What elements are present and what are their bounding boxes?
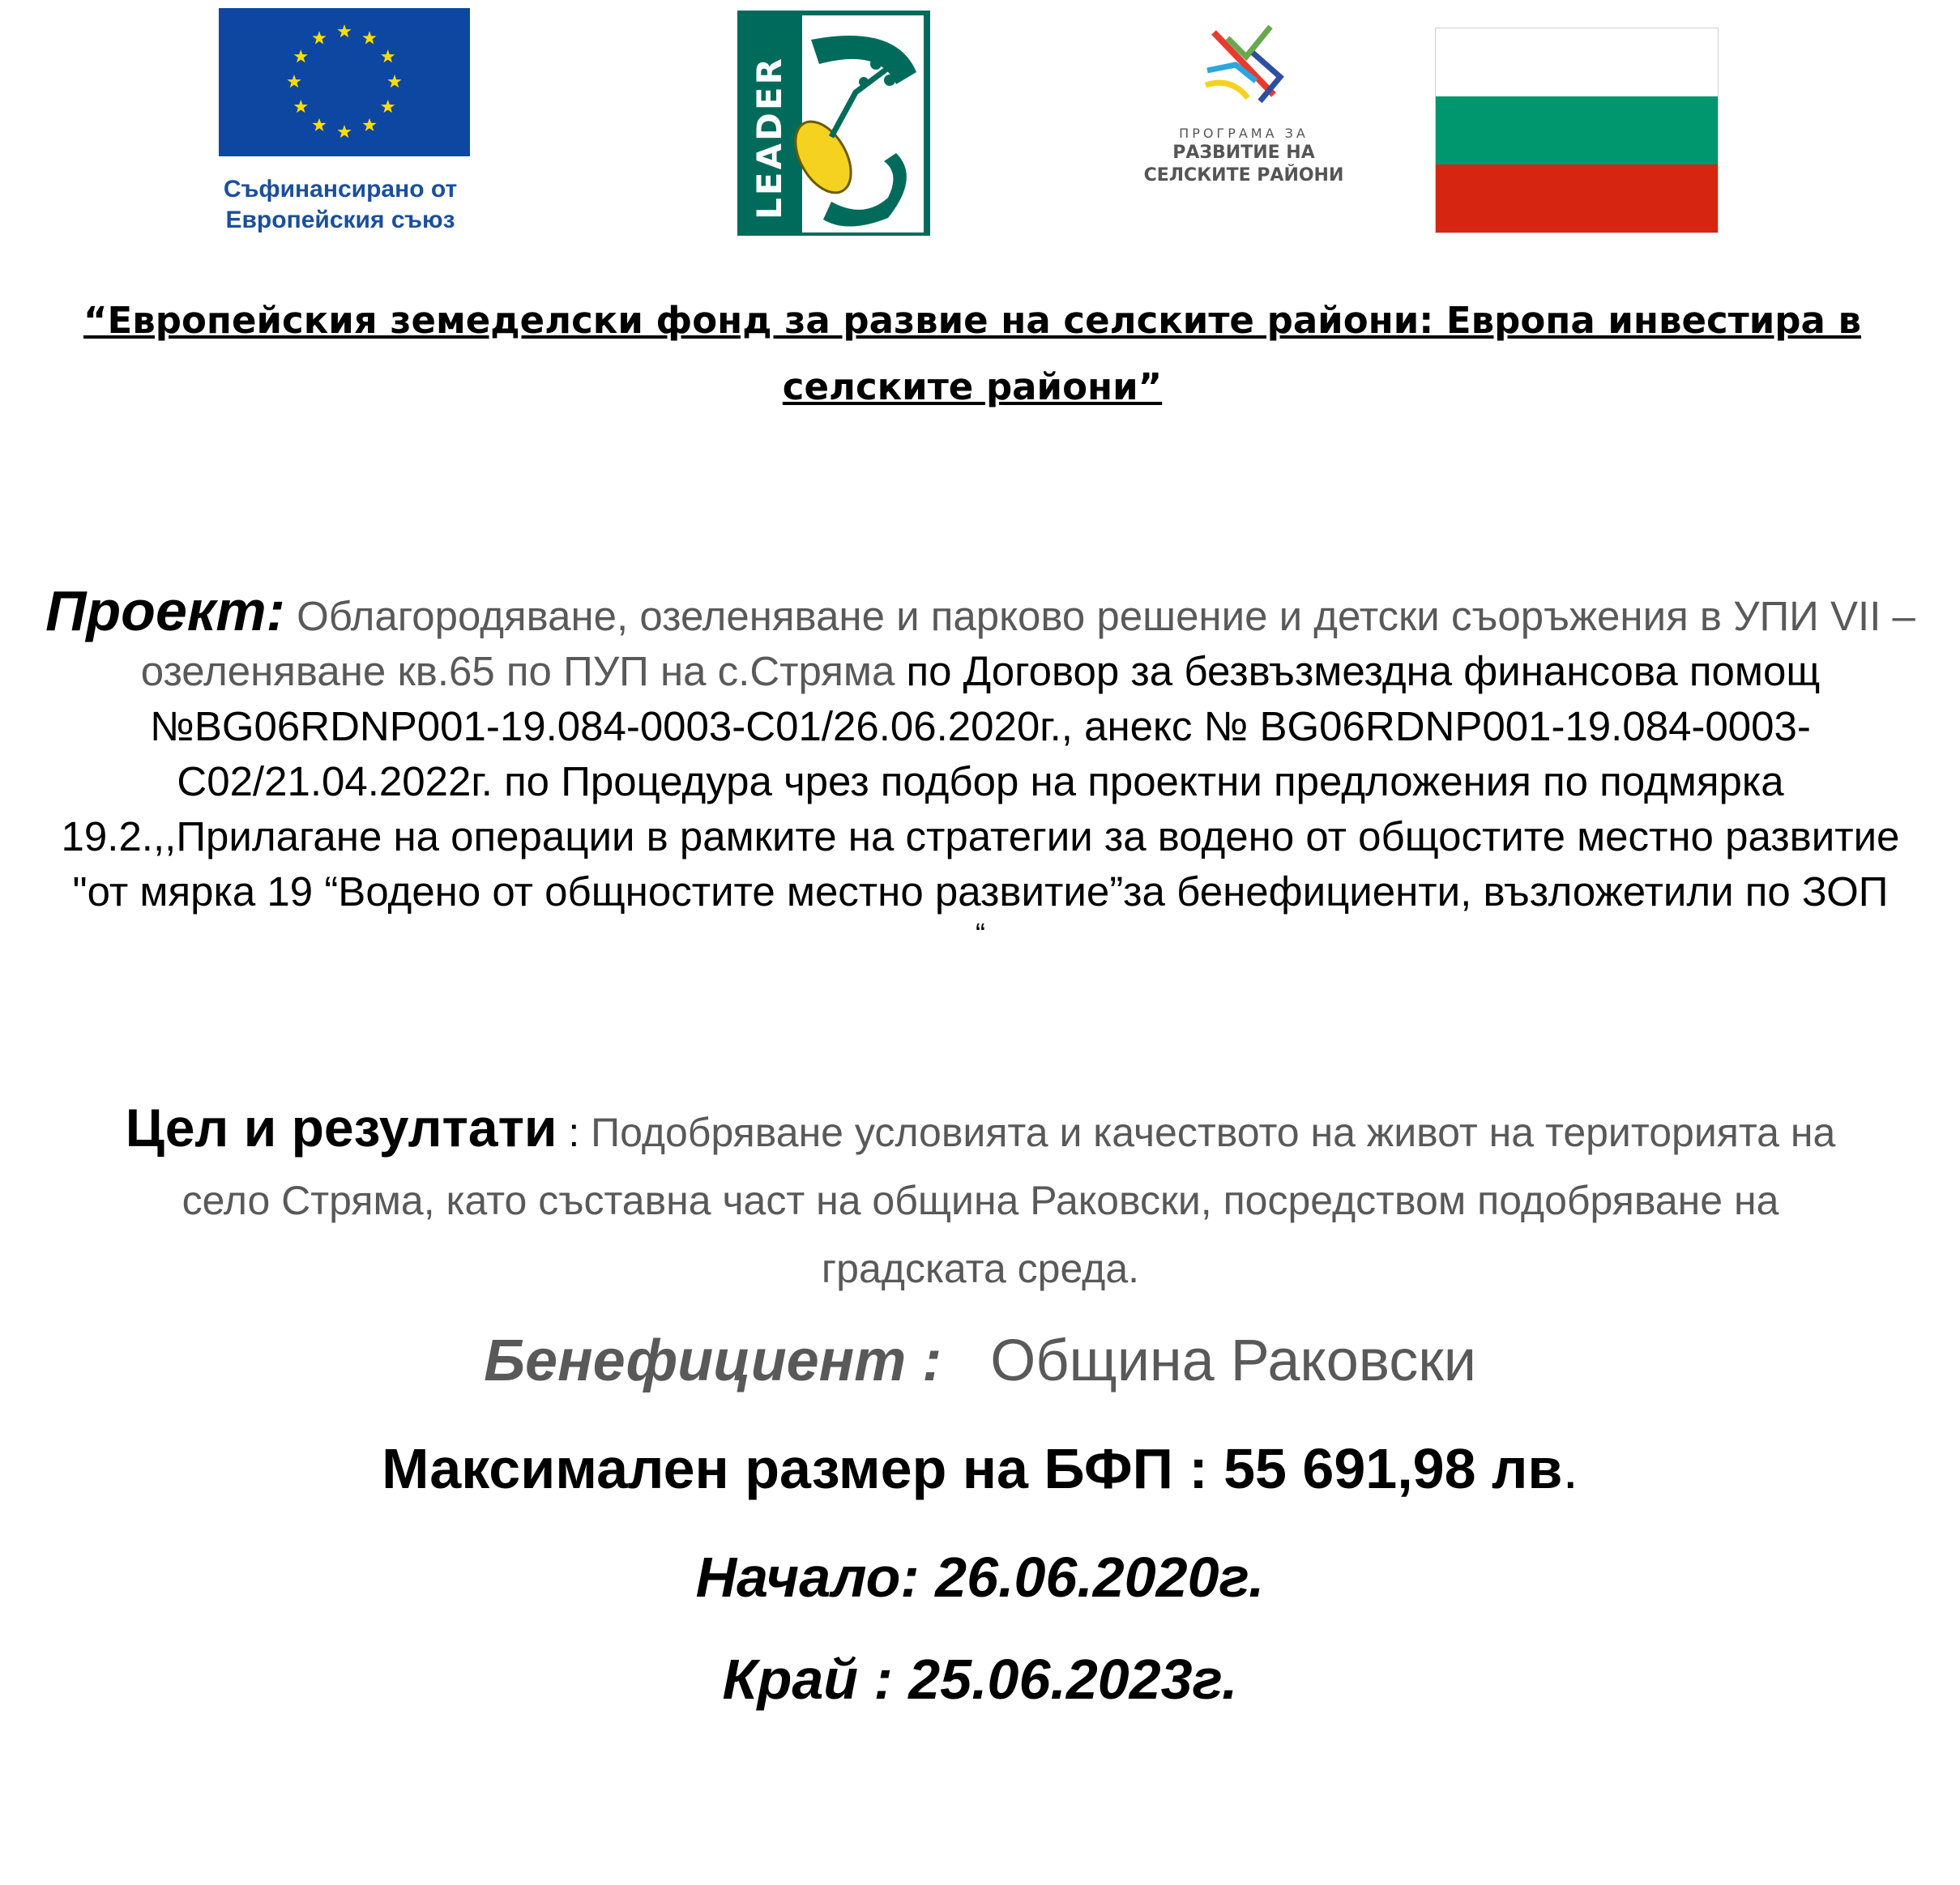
goal-separator: : (557, 1110, 591, 1155)
fund-title-line2: селските райони” (782, 365, 1163, 408)
eu-caption-line2: Европейския съюз (225, 207, 455, 233)
end-date: Край : 25.06.2023г. (722, 1648, 1238, 1711)
prsr-logo (1130, 20, 1357, 207)
max-grant-line (0, 1428, 1960, 1509)
prsr-emblem-icon (1199, 20, 1288, 109)
prsr-caption (1130, 126, 1357, 187)
logo-bar (0, 0, 1960, 243)
beneficiary-label: Бенефициент : (484, 1328, 942, 1393)
leader-logo-icon (734, 7, 933, 239)
project-title: Облагородяване, озеленяване и парково решение и детски съоръжения в УПИ VII – озеленяване кв.65 по ПУП на с.Стряма (140, 593, 1915, 694)
prsr-line1: ПРОГРАМА ЗА (1179, 126, 1309, 141)
project-label: Проект: (45, 579, 285, 642)
leader-text: LEADER (749, 56, 789, 220)
goal-label: Цел и резултати (125, 1098, 557, 1158)
project-details: по Договор за безвъзмездна финансова помощ №BG06RDNP001-19.084-0003-C01/26.06.2020г., анекс № BG06RDNP001-19.084-0003-C02/21.04.2022г. по Процедура чрез подбор на проектни предложения по подмярка 19.2.,,Прилагане на операции в рамките на стратегии за водено от общостите местно развитие "от мярка 19 “Водено от общностите местно развитие”за бенефициенти, възложетили по ЗОП (61, 648, 1900, 915)
prsr-line3: СЕЛСКИТЕ РАЙОНИ (1143, 165, 1344, 186)
eu-flag-icon (219, 8, 470, 156)
beneficiary-value: Община Раковски (990, 1328, 1476, 1393)
eu-caption (194, 174, 486, 236)
project-section (32, 579, 1928, 950)
goal-section (97, 1094, 1864, 1303)
start-date: Начало: 26.06.2020г. (695, 1546, 1265, 1609)
bulgaria-flag-icon (1435, 28, 1719, 233)
project-trailing-mark: “ (976, 917, 985, 950)
max-grant-text: Максимален размер на БФП : 55 691,98 лв (382, 1437, 1563, 1500)
eu-caption-line1: Съфинансирано от (223, 176, 458, 203)
prsr-line2: РАЗВИТИЕ НА (1172, 143, 1315, 163)
max-grant-tail: . (1562, 1437, 1578, 1500)
fund-title-line1: “Европейския земеделски фонд за развие на селските райони: Европа инвестира в (83, 299, 1862, 342)
goal-text: Подобряване условията и качеството на живот на територията на село Стряма, като съставна част на община Раковски, посредством подобряване на градската среда. (181, 1110, 1836, 1291)
fund-title (81, 288, 1864, 420)
beneficiary-line (0, 1320, 1960, 1401)
